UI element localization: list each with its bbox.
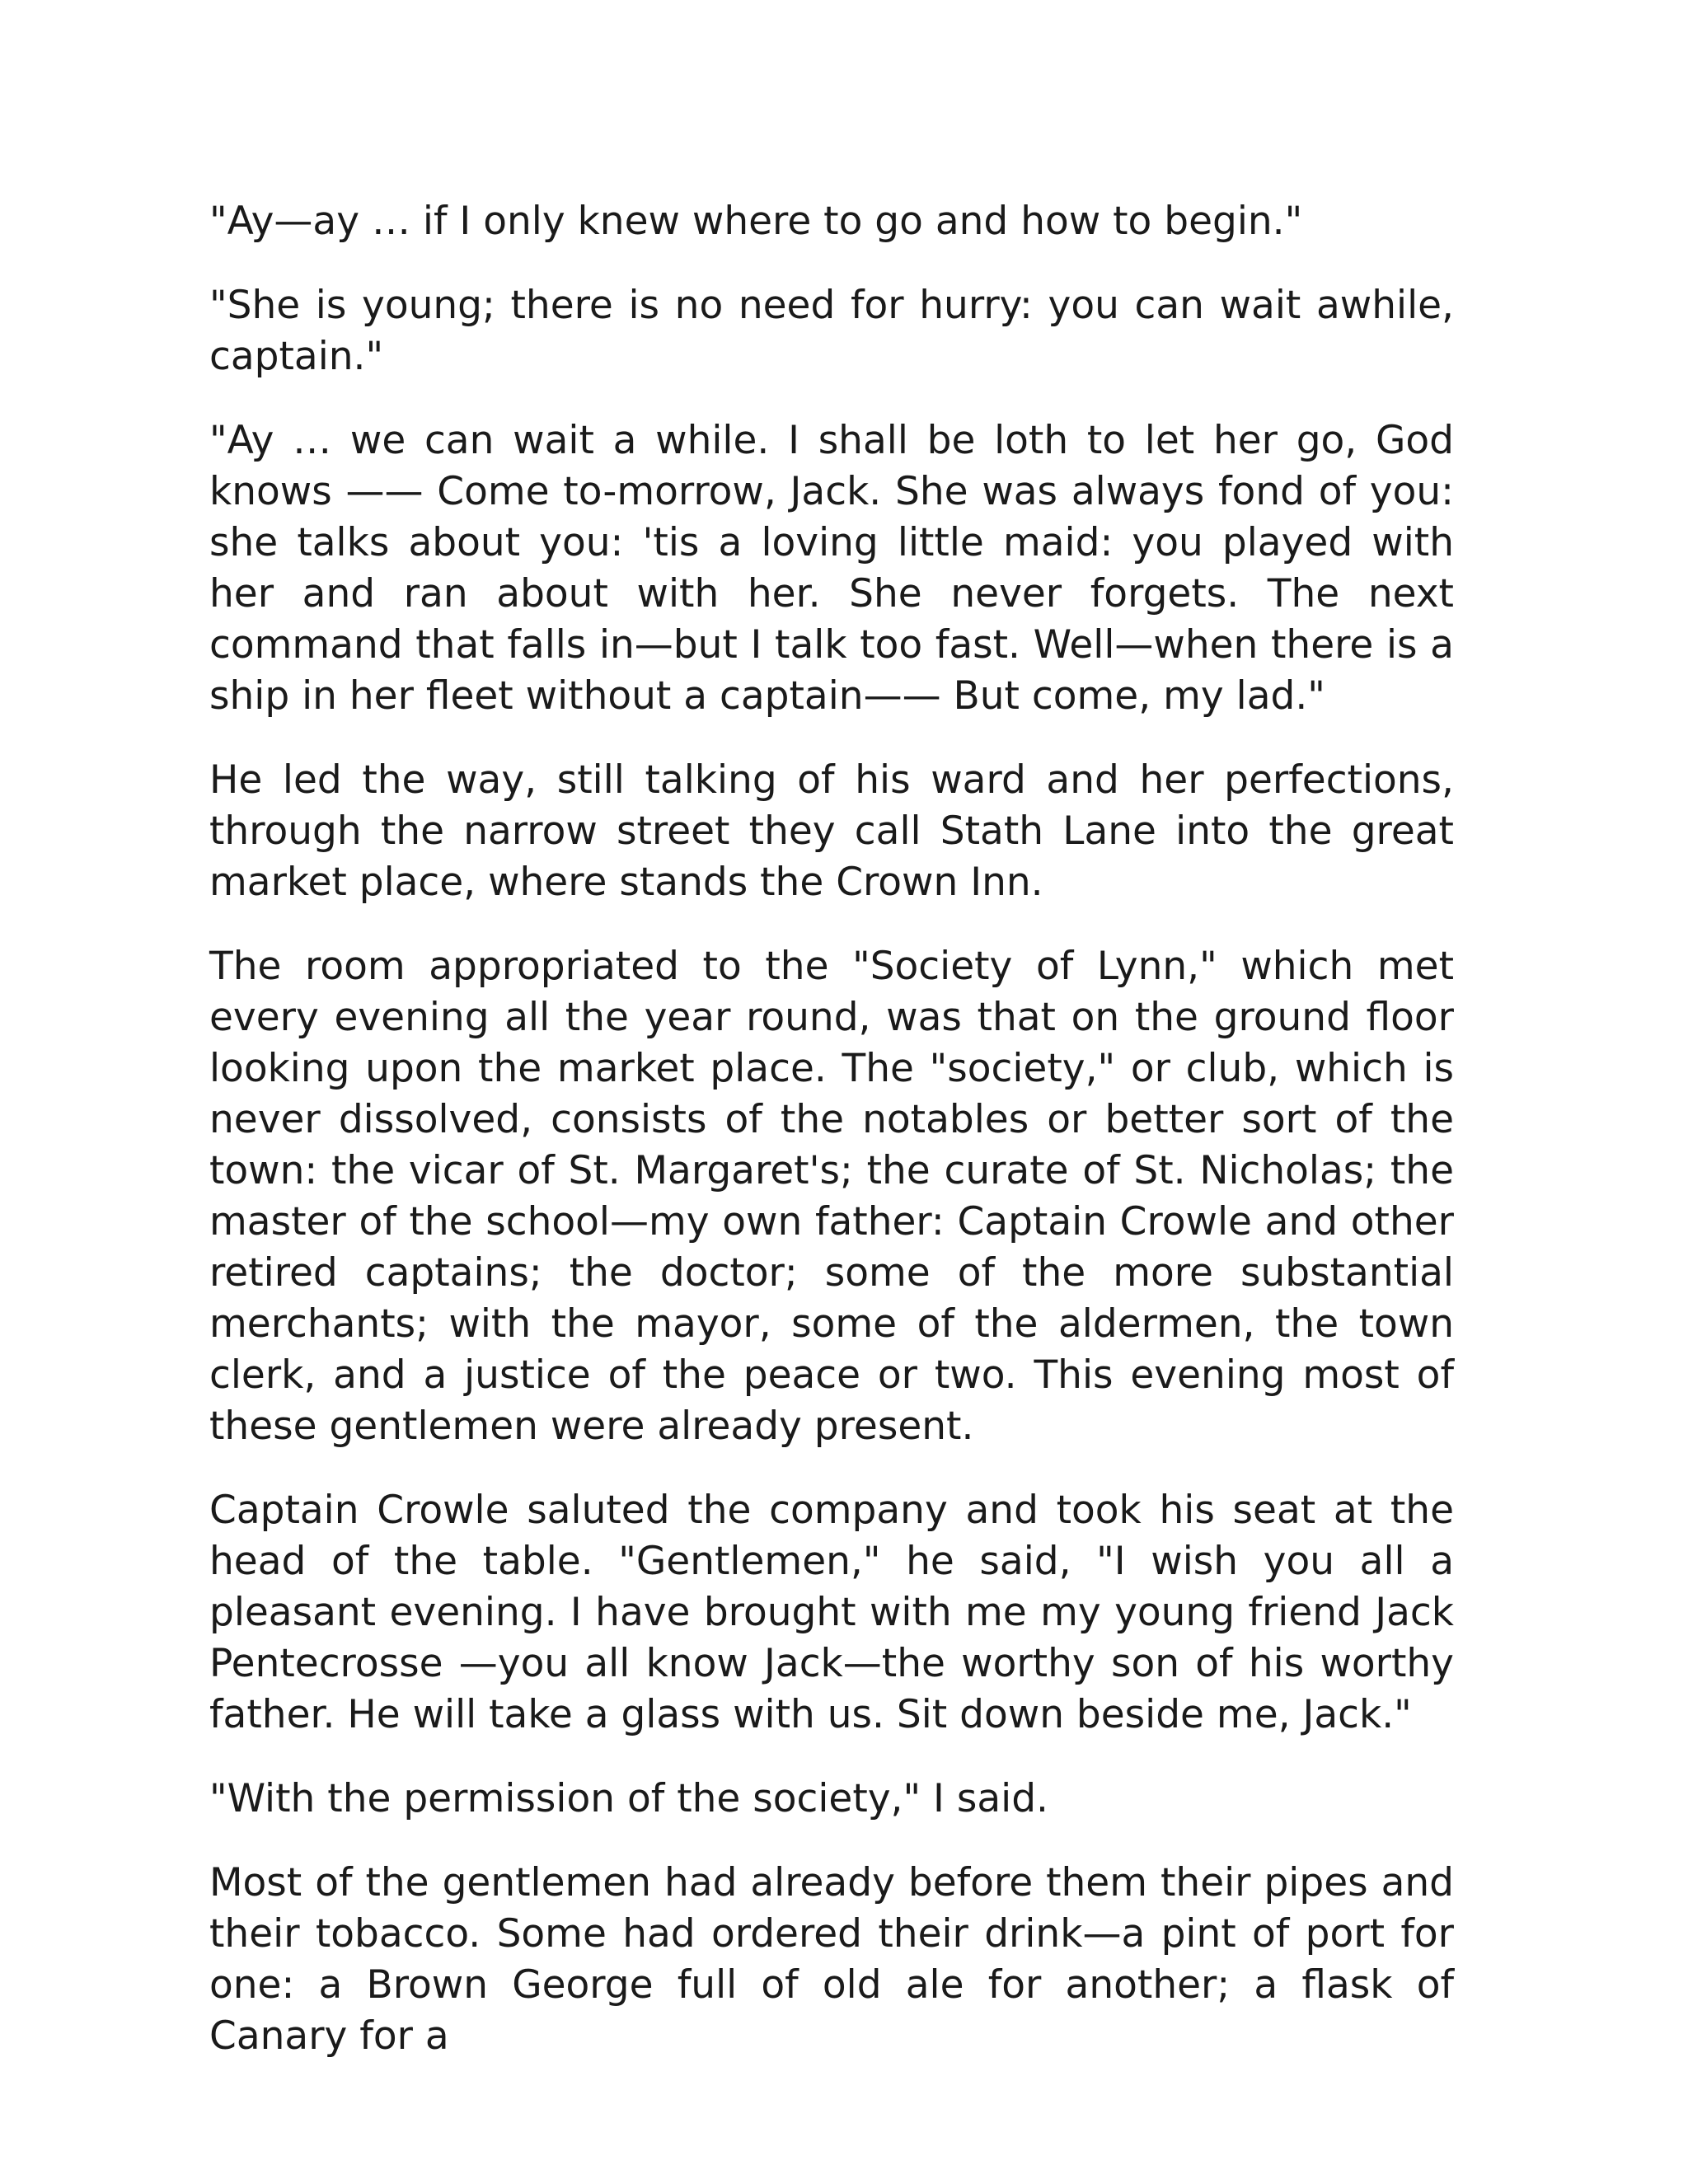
paragraph-4: He led the way, still talking of his ward and her perfections, through the narrow street they call Stath Lane into the great market place, where stands the Crown Inn.	[209, 757, 1454, 905]
paragraph-2: "She is young; there is no need for hurry: you can wait awhile, captain."	[209, 283, 1454, 379]
paragraph-1: "Ay—ay … if I only knew where to go and how to begin."	[209, 199, 1303, 244]
page-text	[209, 196, 1454, 2095]
paragraph-6: Captain Crowle saluted the company and took his seat at the head of the table. "Gentlemen," he said, "I wish you all a pleasant evening. I have brought with me my young friend Jack Pentecrosse —you all know Jack—the worthy son of his worthy father. He will take a glass with us. Sit down beside me, Jack."	[209, 1488, 1454, 1737]
paragraph-5: The room appropriated to the "Society of Lynn," which met every evening all the year round, was that on the ground floor looking upon the market place. The "society," or club, which is never dissolved, consists of the notables or better sort of the town: the vicar of St. Margaret's; the curate of St. Nicholas; the master of the school—my own father: Captain Crowle and other retired captains; the doctor; some of the more substantial merchants; with the mayor, some of the aldermen, the town clerk, and a justice of the peace or two. This evening most of these gentlemen were already present.	[209, 944, 1454, 1449]
paragraph-3: "Ay … we can wait a while. I shall be loth to let her go, God knows —— Come to-morrow, Jack. She was always fond of you: she talks about you: 'tis a loving little maid: you played with her and ran about with her. She never forgets. The next command that falls in—but I talk too fast. Well—when there is a ship in her fleet without a captain—— But come, my lad."	[209, 418, 1454, 719]
paragraph-8: Most of the gentlemen had already before them their pipes and their tobacco. Some had ordered their drink—a pint of port for one: a Brown George full of old ale for another; a flask of Canary for a	[209, 1860, 1454, 2059]
paragraph-7: "With the permission of the society," I said.	[209, 1776, 1048, 1821]
